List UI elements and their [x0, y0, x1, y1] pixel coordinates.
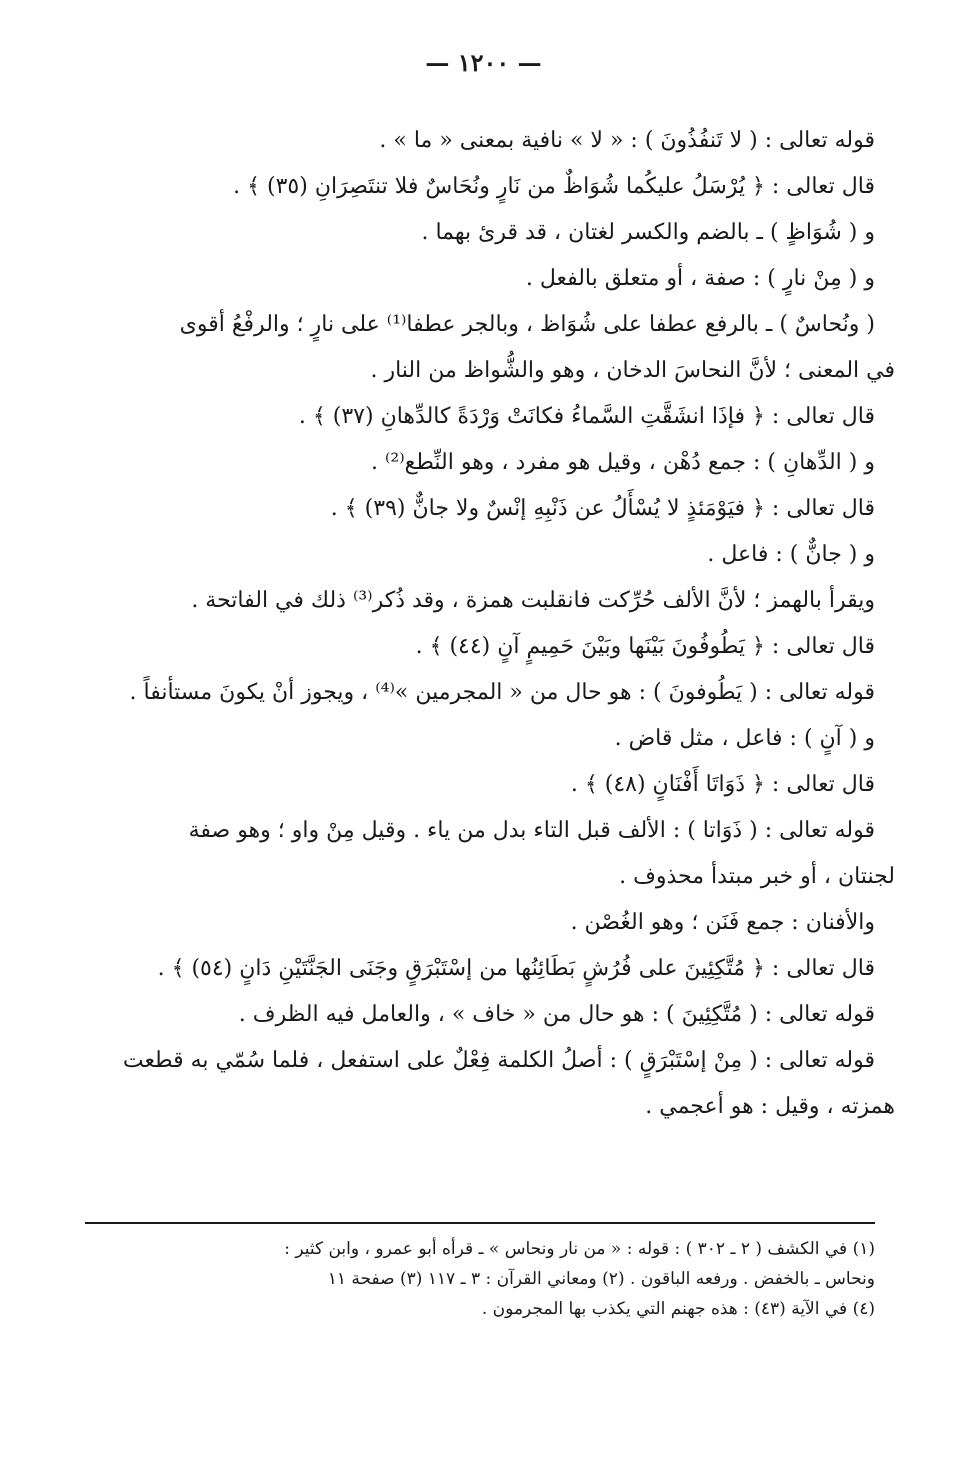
- text-line: لجنتان ، أو خبر مبتدأ محذوف .: [619, 864, 895, 889]
- text-line: قال تعالى : ﴿ فإذَا انشَقَّتِ السَّماءُ فكانَتْ وَرْدَةً كالدِّهانِ (٣٧) ﴾ .: [298, 404, 875, 429]
- footnote-line: ونحاس ـ بالخفض . ورفعه الباقون . (٢) ومعاني القرآن : ٣ ـ ١١٧ (٣) صفحة ١١: [327, 1269, 875, 1289]
- page-number: — ١٢٠٠ —: [425, 48, 542, 77]
- text-line: و ( شُوَاظٍ ) ـ بالضم والكسر لغتان ، قد قرئ بهما .: [421, 220, 875, 245]
- footnote-line: (٤) في الآية (٤٣) : هذه جهنم التي يكذب بها المجرمون .: [481, 1299, 875, 1319]
- text-line: همزته ، وقيل : هو أعجمي .: [645, 1094, 895, 1119]
- text-line: قوله تعالى : ( مِنْ إسْتَبْرَقٍ ) : أصلُ الكلمة فِعْلٌ على استفعل ، فلما سُمّي به قطعت: [122, 1048, 875, 1073]
- footnotes: [85, 1234, 875, 1324]
- text-line: و ( آنٍ ) : فاعل ، مثل قاض .: [614, 726, 875, 751]
- text-line: قال تعالى : ﴿ مُتَّكِئِينَ على فُرُشٍ بَطَائِنُها من إسْتَبْرَقٍ وجَنَى الجَنَّتَيْنِ دَانٍ (٥٤) ﴾ .: [157, 956, 875, 981]
- body-text: [85, 118, 895, 1130]
- text-line: والأفنان : جمع فَنَن ؛ وهو الغُصْن .: [570, 910, 875, 935]
- text-line: قوله تعالى : ( مُتَّكِئِينَ ) : هو حال من « خاف » ، والعامل فيه الظرف .: [238, 1002, 875, 1027]
- footnote-line: (١) في الكشف ( ٢ ـ ٣٠٢ ) : قوله : « من نار ونحاس » ـ قرأه أبو عمرو ، وابن كثير :: [284, 1239, 875, 1259]
- text-line: ( ونُحاسٌ ) ـ بالرفع عطفا على شُوَاظ ، وبالجر عطفا⁽¹⁾ على نارٍ ؛ والرفْعُ أقوى: [179, 312, 875, 337]
- text-line: قال تعالى : ﴿ فيَوْمَئذٍ لا يُسْأَلُ عن ذَنْبِهِ إنْسٌ ولا جانٌّ (٣٩) ﴾ .: [330, 496, 875, 521]
- text-line: قوله تعالى : ( يَطُوفونَ ) : هو حال من « المجرمين »⁽⁴⁾ ، ويجوز أنْ يكونَ مستأنفاً .: [129, 680, 875, 705]
- text-line: و ( الدِّهانِ ) : جمع دُهْن ، وقيل هو مفرد ، وهو النِّطع⁽²⁾ .: [371, 450, 875, 475]
- text-line: قوله تعالى : ( لا تَنفُذُونَ ) : « لا » نافية بمعنى « ما » .: [379, 128, 875, 153]
- footnote-divider: [85, 1222, 875, 1224]
- text-line: في المعنى ؛ لأنَّ النحاسَ الدخان ، وهو والشُّواظ من النار .: [370, 358, 895, 383]
- text-line: قال تعالى : ﴿ ذَوَاتَا أَفْنَانٍ (٤٨) ﴾ .: [570, 772, 875, 797]
- text-line: قوله تعالى : ( ذَوَاتا ) : الألف قبل التاء بدل من ياء . وقيل مِنْ واو ؛ وهو صفة: [188, 818, 875, 843]
- text-line: و ( مِنْ نارٍ ) : صفة ، أو متعلق بالفعل .: [525, 266, 875, 291]
- text-line: و ( جانٌّ ) : فاعل .: [707, 542, 875, 567]
- text-line: ويقرأ بالهمز ؛ لأنَّ الألف حُرِّكت فانقلبت همزة ، وقد ذُكر⁽³⁾ ذلك في الفاتحة .: [191, 588, 875, 613]
- text-line: قال تعالى : ﴿ يُرْسَلُ عليكُما شُوَاظٌ من نَارٍ ونُحَاسٌ فلا تنتَصِرَانِ (٣٥) ﴾ .: [233, 174, 875, 199]
- text-line: قال تعالى : ﴿ يَطُوفُونَ بَيْنَها وبَيْنَ حَمِيمٍ آنٍ (٤٤) ﴾ .: [415, 634, 875, 659]
